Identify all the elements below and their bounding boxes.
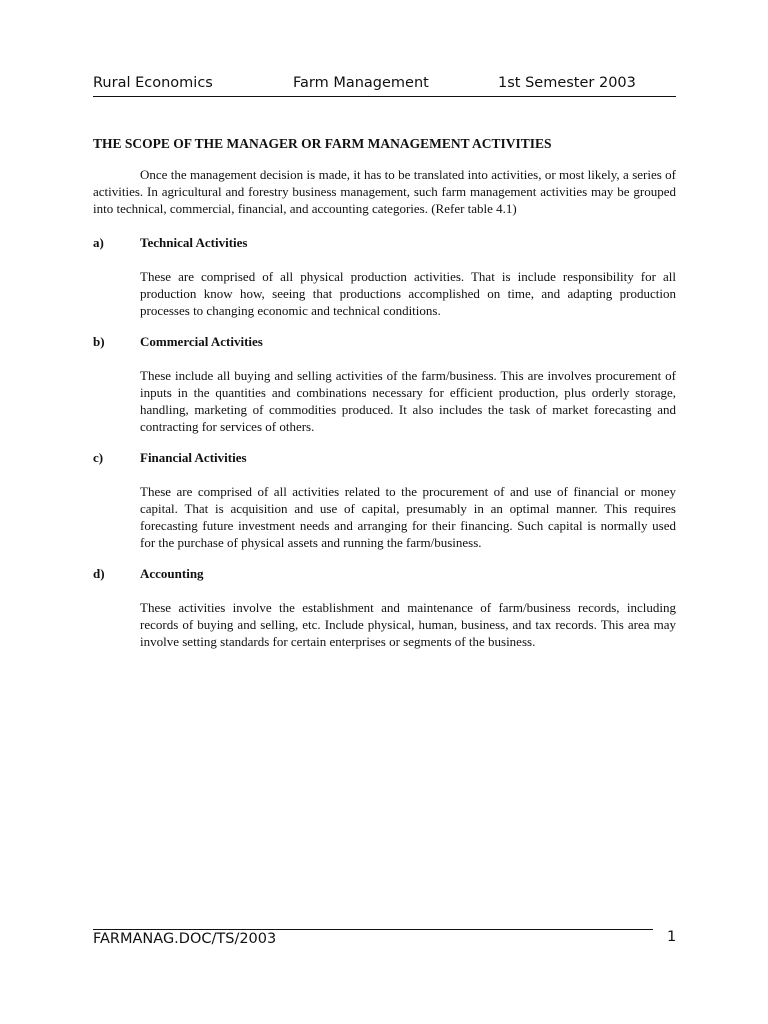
intro-paragraph: Once the management decision is made, it has to be translated into activities, or most likely, a series of activities. In agricultural and forestry business management, such farm management activities may be grouped into technical, commercial, financial, and accounting categories. (Refer table 4.1) — [93, 167, 676, 216]
section-title: Accounting — [140, 566, 204, 581]
section-heading — [93, 565, 676, 582]
document-title: THE SCOPE OF THE MANAGER OR FARM MANAGEMENT ACTIVITIES — [93, 136, 552, 151]
page-number: 1 — [667, 929, 677, 945]
section-paragraph: These include all buying and selling activities of the farm/business. This are involves procurement of inputs in the quantities and combinations necessary for efficient production, plus orderly storage, handling, marketing of commodities produced. It also includes the task of market forecasting and contracting for services of others. — [140, 368, 676, 434]
section-letter: c) — [93, 450, 104, 465]
section-commercial — [93, 333, 676, 435]
footer-document-ref: FARMANAG.DOC/TS/2003 — [93, 931, 277, 947]
section-letter: b) — [93, 334, 105, 349]
section-title: Commercial Activities — [140, 334, 263, 349]
section-letter: a) — [93, 235, 104, 250]
section-heading — [93, 333, 676, 350]
section-paragraph: These are comprised of all activities related to the procurement of and use of financial or money capital. That is acquisition and use of capital, presumably in an optimal manner. This requires forecasting future investment needs and arranging for their financing. Such capital is normally used for the purchase of physical assets and running the farm/business. — [140, 484, 676, 550]
footer-divider — [93, 929, 653, 930]
section-heading — [93, 234, 676, 251]
section-paragraph: These activities involve the establishment and maintenance of farm/business records, including records of buying and selling, etc. Include physical, human, business, and tax records. This area may involve setting standards for certain enterprises or segments of the business. — [140, 600, 676, 649]
section-title: Financial Activities — [140, 450, 247, 465]
section-letter: d) — [93, 566, 105, 581]
section-title: Technical Activities — [140, 235, 248, 250]
section-accounting — [93, 565, 676, 650]
header-course: Rural Economics — [93, 75, 213, 91]
section-technical — [93, 234, 676, 319]
document-body — [93, 135, 676, 664]
section-heading — [93, 449, 676, 466]
section-financial — [93, 449, 676, 551]
section-paragraph: These are comprised of all physical production activities. That is include responsibility for all production know how, seeing that productions accomplished on time, and adapting production processes to changing economic and technical conditions. — [140, 269, 676, 318]
page-header — [93, 74, 676, 97]
header-semester: 1st Semester 2003 — [498, 75, 636, 91]
header-subject: Farm Management — [293, 75, 429, 91]
